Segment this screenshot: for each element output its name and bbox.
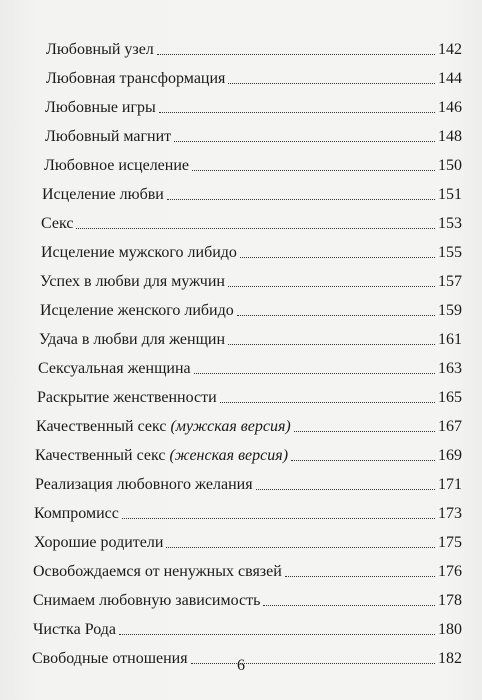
toc-entry-title-text: Снимаем любовную зависимость [33, 592, 261, 609]
dot-leader [263, 604, 435, 606]
toc-entry-title-text: Качественный секс [36, 418, 171, 435]
toc-entry-title [42, 186, 164, 204]
toc-entry-title-text: Чистка Рода [33, 621, 116, 638]
toc-entry-title-text: Любовное исцеление [44, 157, 189, 174]
dot-leader [167, 198, 435, 200]
toc-entry-title [37, 389, 217, 407]
toc-entry [0, 291, 462, 320]
dot-leader [294, 430, 435, 432]
toc-entry-title [35, 447, 288, 465]
dot-leader [228, 343, 435, 345]
toc-entry-title-text: Удача в любви для женщин [39, 331, 226, 348]
toc-entry-title-text: Свободные отношения [32, 650, 188, 667]
toc-entry-title [38, 360, 191, 378]
toc-entry-title [46, 70, 225, 88]
dot-leader [122, 517, 435, 519]
toc-entry-title [35, 476, 253, 494]
dot-leader [228, 82, 435, 84]
dot-leader [237, 314, 435, 316]
toc-entry [0, 436, 462, 465]
toc-entry-page: 171 [438, 476, 462, 493]
dot-leader [228, 285, 435, 287]
table-of-contents [0, 30, 482, 668]
toc-entry-page: 150 [438, 157, 462, 174]
toc-entry [0, 349, 462, 378]
toc-entry-title [45, 128, 171, 146]
toc-entry [0, 117, 462, 146]
dot-leader [119, 633, 435, 635]
toc-entry [0, 581, 462, 610]
toc-entry [0, 320, 462, 349]
dot-leader [166, 546, 435, 548]
toc-entry-title-italic: (женская версия) [169, 447, 289, 464]
dot-leader [157, 53, 435, 55]
toc-entry-title-text: Любовный узел [46, 41, 154, 58]
toc-entry-title-text: Исцеление любви [42, 186, 164, 203]
dot-leader [76, 227, 435, 229]
dot-leader [240, 256, 435, 258]
toc-entry-title [41, 215, 73, 233]
toc-entry-title-text: Успех в любви для мужчин [40, 273, 225, 290]
toc-entry-title-text: Исцеление женского либидо [40, 302, 234, 319]
toc-entry [0, 494, 462, 523]
dot-leader [159, 111, 435, 113]
toc-entry-title [41, 244, 237, 262]
toc-entry-title [36, 418, 291, 436]
toc-entry-title-text: Раскрытие женственности [37, 389, 217, 406]
toc-entry [0, 88, 462, 117]
toc-entry-title [44, 157, 189, 175]
toc-entry-page: 180 [438, 621, 462, 638]
toc-entry-title [34, 505, 119, 523]
toc-entry [0, 233, 462, 262]
toc-entry-page: 144 [438, 70, 462, 87]
toc-entry-title-text: Исцеление мужского либидо [41, 244, 237, 261]
toc-entry-title-text: Любовные игры [45, 99, 156, 116]
toc-entry-page: 153 [438, 215, 462, 232]
toc-entry-page: 155 [438, 244, 462, 261]
toc-entry-page: 178 [438, 592, 462, 609]
toc-entry [0, 552, 462, 581]
toc-entry-page: 176 [438, 563, 462, 580]
toc-entry-page: 157 [438, 273, 462, 290]
toc-entry [0, 465, 462, 494]
toc-entry-title-text: Любовная трансформация [46, 70, 226, 87]
toc-entry-page: 173 [438, 505, 462, 522]
toc-entry-title [39, 331, 225, 349]
toc-entry-page: 182 [438, 650, 462, 667]
toc-entry-page: 175 [438, 534, 462, 551]
toc-entry-title-text: Освобождаемся от ненужных связей [33, 563, 282, 580]
toc-entry [0, 523, 462, 552]
toc-entry-title [46, 41, 154, 59]
toc-entry-title-text: Хорошие родители [34, 534, 164, 551]
toc-entry-title [34, 534, 163, 552]
toc-entry-page: 148 [438, 128, 462, 145]
dot-leader [291, 459, 435, 461]
toc-entry-page: 151 [438, 186, 462, 203]
toc-entry-title-text: Реализация любовного желания [35, 476, 253, 493]
toc-entry-page: 142 [438, 41, 462, 58]
dot-leader [256, 488, 435, 490]
dot-leader [220, 401, 435, 403]
toc-entry [0, 407, 462, 436]
toc-entry [0, 378, 462, 407]
toc-entry [0, 175, 462, 204]
toc-entry-title-text: Любовный магнит [45, 128, 172, 145]
toc-entry-title-text: Сексуальная женщина [38, 360, 191, 377]
page-number: 6 [237, 657, 245, 674]
toc-entry [0, 262, 462, 291]
toc-entry-page: 159 [438, 302, 462, 319]
toc-entry-page: 161 [438, 331, 462, 348]
toc-entry [0, 146, 462, 175]
toc-entry-title-italic: (мужская версия) [170, 418, 291, 435]
dot-leader [194, 372, 435, 374]
toc-entry [0, 204, 462, 233]
toc-entry-title [33, 621, 116, 639]
toc-entry-title [40, 273, 225, 291]
toc-entry-page: 146 [438, 99, 462, 116]
toc-entry-title [33, 563, 282, 581]
toc-entry-page: 163 [438, 360, 462, 377]
toc-entry-title [33, 592, 260, 610]
toc-entry-title-text: Секс [41, 215, 74, 232]
toc-entry-title [45, 99, 156, 117]
toc-entry-page: 167 [438, 418, 462, 435]
toc-entry-title-text: Качественный секс [35, 447, 170, 464]
dot-leader [174, 140, 435, 142]
toc-entry-title [40, 302, 234, 320]
toc-entry [0, 30, 462, 59]
toc-entry-page: 169 [438, 447, 462, 464]
toc-entry [0, 610, 462, 639]
dot-leader [192, 169, 435, 171]
toc-entry-title-text: Компромисс [34, 505, 119, 522]
dot-leader [285, 575, 435, 577]
toc-entry [0, 59, 462, 88]
toc-entry-page: 165 [438, 389, 462, 406]
